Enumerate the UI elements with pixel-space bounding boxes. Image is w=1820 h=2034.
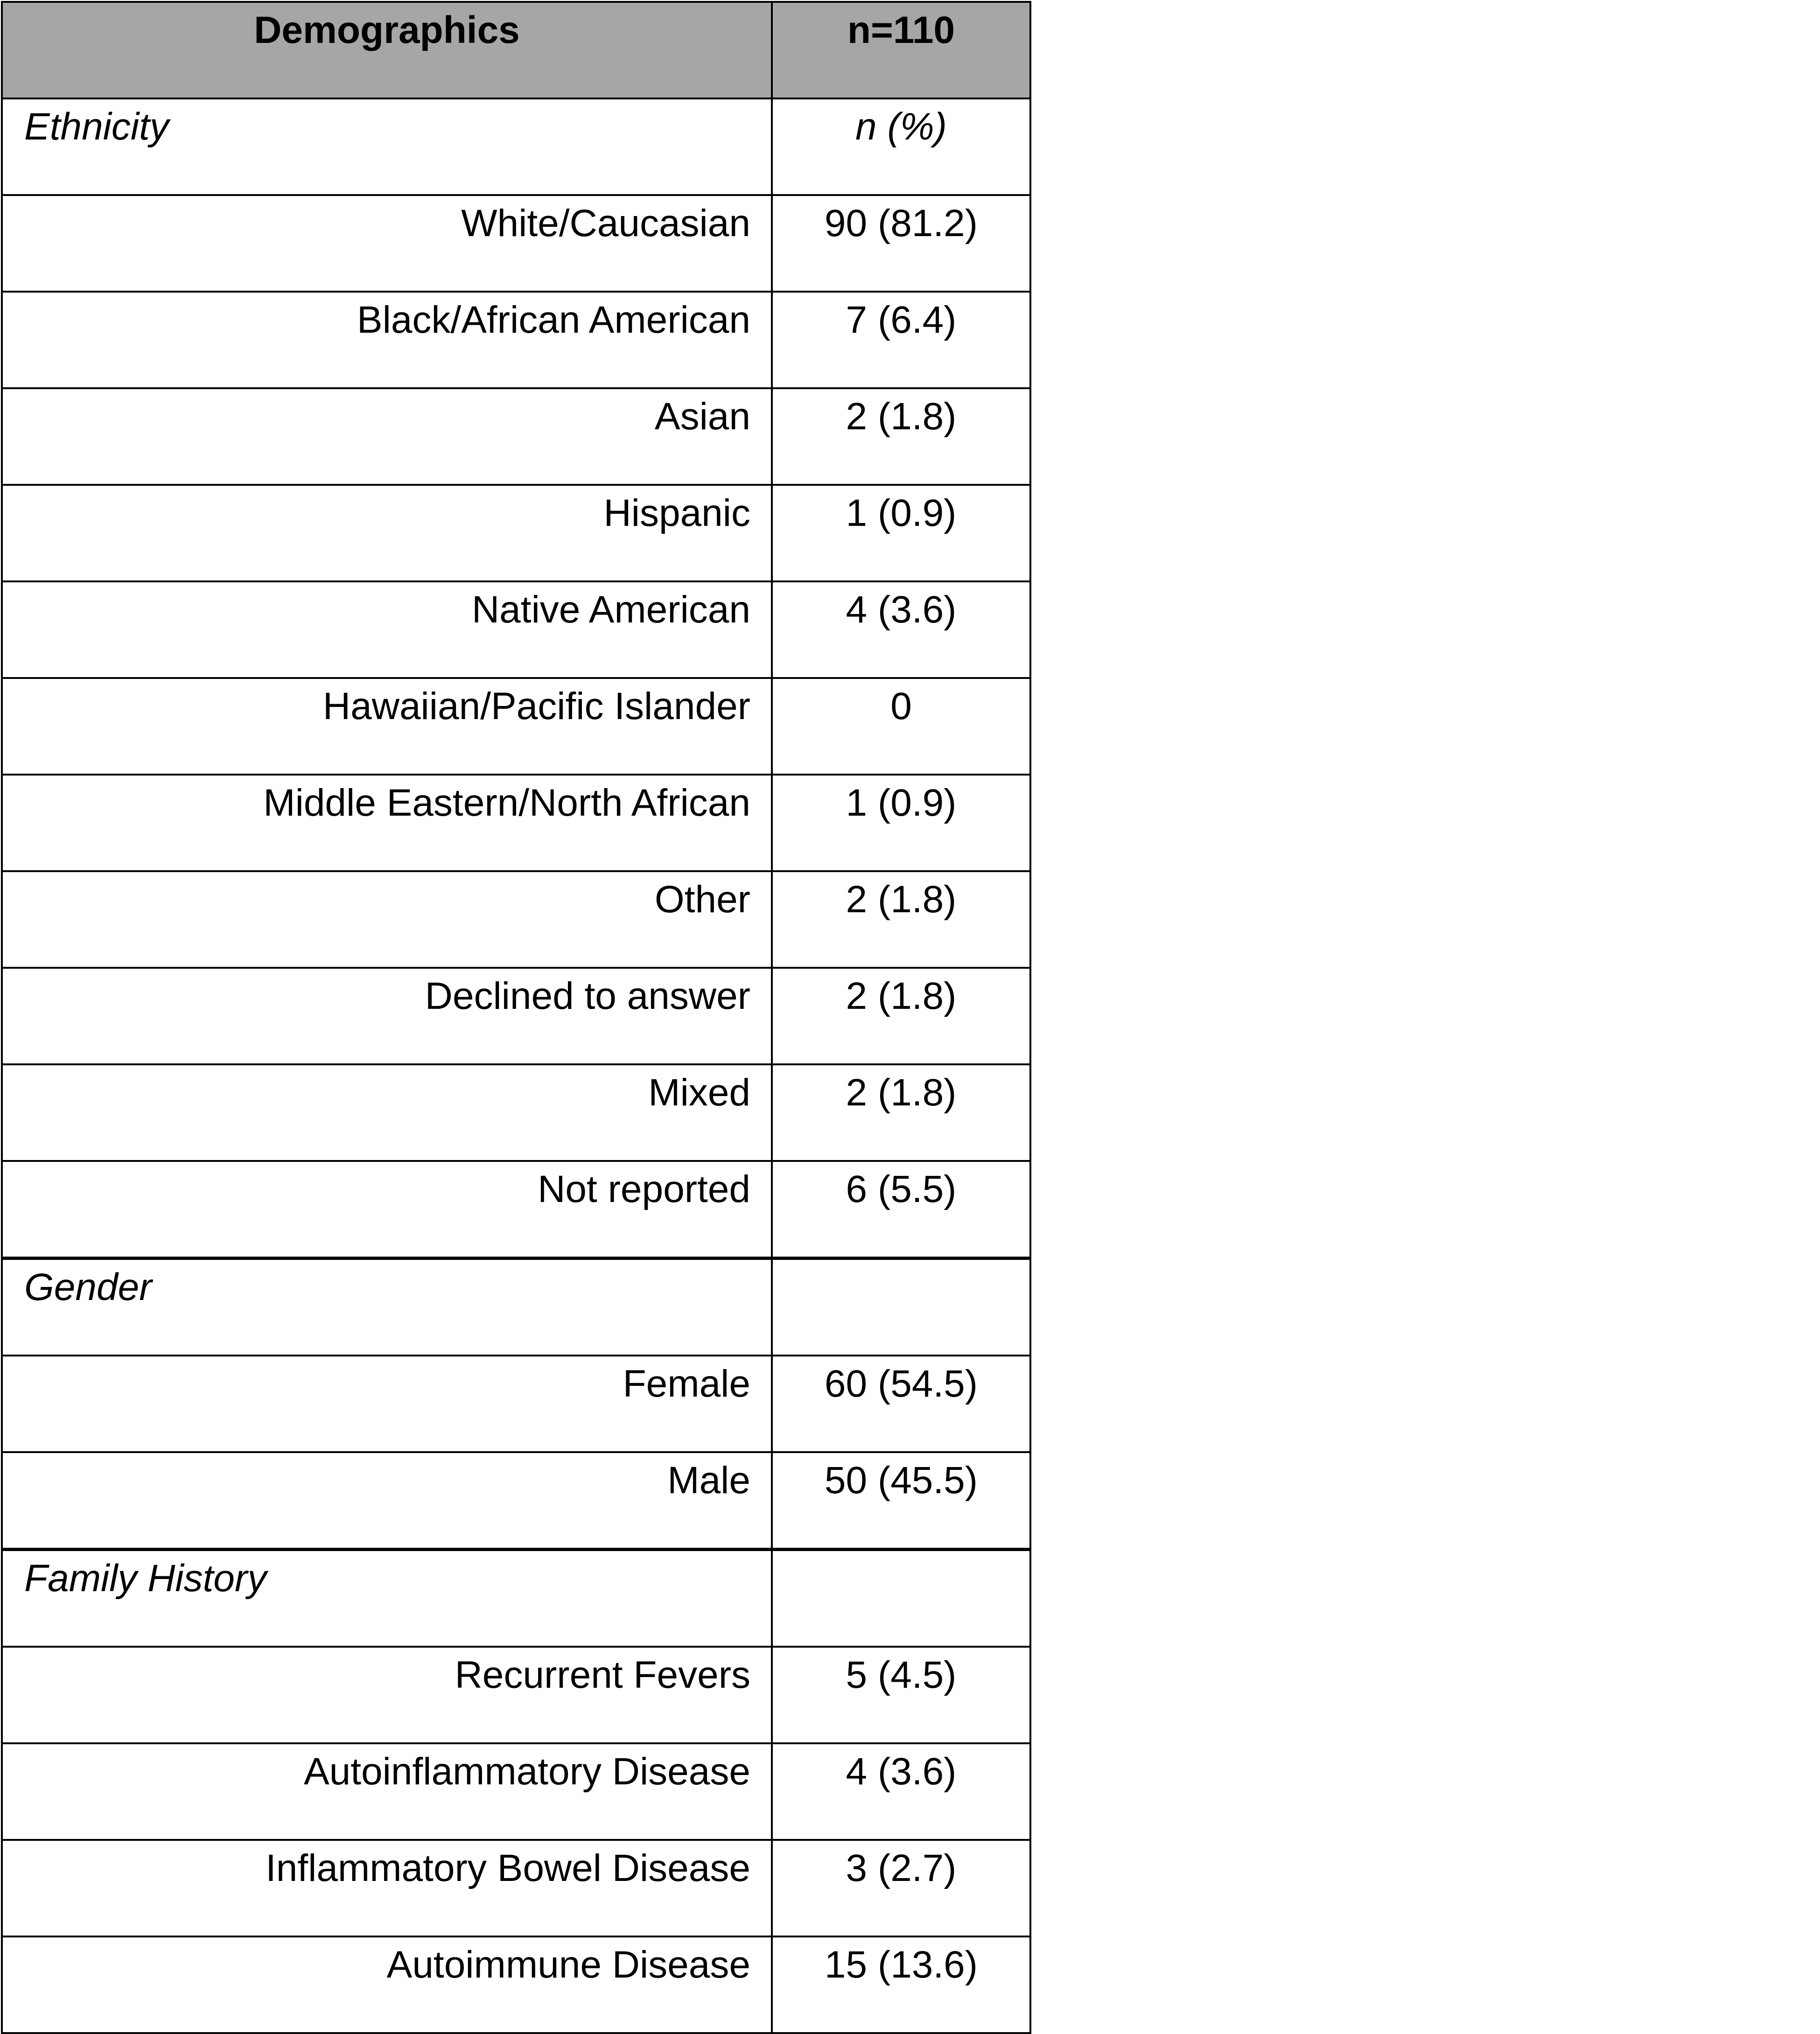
row-label: Mixed: [2, 1064, 772, 1161]
table-row: [2, 1936, 1030, 2033]
row-label: White/Caucasian: [2, 195, 772, 292]
row-label: Hispanic: [2, 485, 772, 581]
table-row: [2, 1161, 1030, 1258]
row-label: Middle Eastern/North African: [2, 775, 772, 871]
row-value: 3 (2.7): [772, 1840, 1030, 1936]
table-row: [2, 968, 1030, 1064]
table-row: [2, 581, 1030, 678]
table-row: [2, 871, 1030, 968]
section-title-gender: Gender: [2, 1258, 772, 1356]
row-value: 2 (1.8): [772, 388, 1030, 485]
table-row: [2, 485, 1030, 581]
table-row: [2, 1647, 1030, 1743]
table-row: [2, 1840, 1030, 1936]
row-label: Native American: [2, 581, 772, 678]
row-value: 1 (0.9): [772, 775, 1030, 871]
section-empty-cell: [772, 1258, 1030, 1356]
table-row: [2, 1743, 1030, 1840]
row-label: Not reported: [2, 1161, 772, 1258]
section-title-family-history: Family History: [2, 1550, 772, 1647]
table-row: [2, 678, 1030, 775]
row-value: 5 (4.5): [772, 1647, 1030, 1743]
row-value: 1 (0.9): [772, 485, 1030, 581]
row-value: 4 (3.6): [772, 1743, 1030, 1840]
demographics-table: [1, 1, 1031, 2034]
table-row: [2, 195, 1030, 292]
row-label: Female: [2, 1356, 772, 1452]
table-row: [2, 1064, 1030, 1161]
table-row: [2, 292, 1030, 388]
row-label: Hawaiian/Pacific Islander: [2, 678, 772, 775]
table-row: [2, 1452, 1030, 1550]
header-value: n=110: [772, 2, 1030, 98]
row-value: 60 (54.5): [772, 1356, 1030, 1452]
row-label: Asian: [2, 388, 772, 485]
section-title-ethnicity: Ethnicity: [2, 98, 772, 195]
row-label: Autoinflammatory Disease: [2, 1743, 772, 1840]
section-row-gender: [2, 1258, 1030, 1356]
table-row: [2, 775, 1030, 871]
row-label: Inflammatory Bowel Disease: [2, 1840, 772, 1936]
section-row-family-history: [2, 1550, 1030, 1647]
row-label: Recurrent Fevers: [2, 1647, 772, 1743]
header-label: Demographics: [2, 2, 772, 98]
table-row: [2, 1356, 1030, 1452]
row-label: Declined to answer: [2, 968, 772, 1064]
row-value: 4 (3.6): [772, 581, 1030, 678]
row-value: 2 (1.8): [772, 968, 1030, 1064]
row-value: 0: [772, 678, 1030, 775]
row-value: 6 (5.5): [772, 1161, 1030, 1258]
row-label: Autoimmune Disease: [2, 1936, 772, 2033]
table-row: [2, 388, 1030, 485]
section-empty-cell: [772, 1550, 1030, 1647]
row-value: 15 (13.6): [772, 1936, 1030, 2033]
row-value: 50 (45.5): [772, 1452, 1030, 1550]
row-label: Male: [2, 1452, 772, 1550]
section-unit-ethnicity: n (%): [772, 98, 1030, 195]
row-value: 7 (6.4): [772, 292, 1030, 388]
row-value: 2 (1.8): [772, 1064, 1030, 1161]
row-label: Other: [2, 871, 772, 968]
row-value: 90 (81.2): [772, 195, 1030, 292]
header-row: [2, 2, 1030, 98]
row-label: Black/African American: [2, 292, 772, 388]
row-value: 2 (1.8): [772, 871, 1030, 968]
section-row-ethnicity: [2, 98, 1030, 195]
